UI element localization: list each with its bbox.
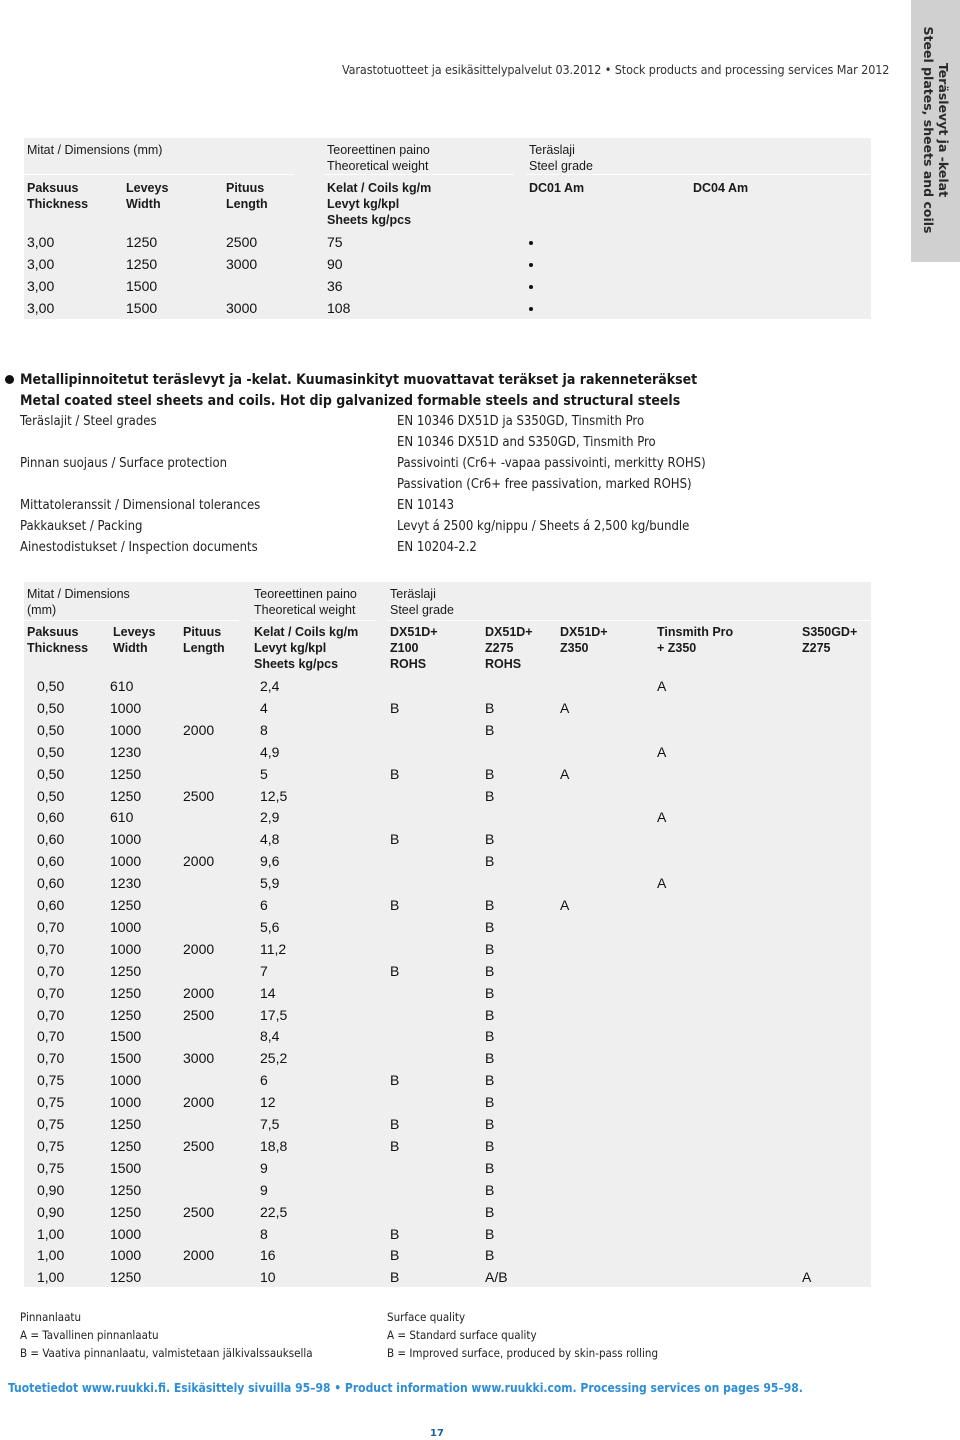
table2-cell-t: 0,70: [37, 940, 65, 957]
table2-cell-g1: B: [390, 962, 400, 979]
table2-cell-t: 0,60: [37, 853, 65, 870]
section-bullet-icon: [5, 375, 14, 384]
table2-col-thickness: Paksuus Thickness: [27, 625, 89, 655]
table2-cell-t: 0,75: [37, 1116, 65, 1132]
table2-cell-wt: 6: [260, 897, 268, 913]
table2-cell-wt: 14: [260, 984, 276, 1001]
table2-col-tinsmith: Tinsmith Pro + Z350: [657, 625, 734, 655]
note-en-title: Surface quality: [387, 1310, 466, 1324]
table2-cell-t: 0,90: [37, 1181, 65, 1198]
table2-cell-g2: B: [485, 765, 495, 782]
table2-cell-w: 1250: [110, 787, 142, 804]
note-en-b: B = Improved surface, produced by skin-pass rolling: [387, 1346, 659, 1360]
spec-label: Teräslajit / Steel grades: [20, 414, 157, 429]
spec-value: Passivation (Cr6+ free passivation, marked ROHS): [397, 477, 692, 492]
spec-label: Pinnan suojaus / Surface protection: [20, 456, 228, 471]
table2-cell-t: 0,60: [37, 897, 65, 913]
table2-cell-wt: 25,2: [260, 1050, 288, 1067]
table2-cell-g2: B: [485, 962, 495, 979]
spec-label: Mittatoleranssit / Dimensional tolerances: [20, 498, 261, 513]
table2-cell-w: 610: [110, 809, 134, 826]
table2-cell-w: 1000: [110, 1094, 142, 1111]
note-fi-a: A = Tavallinen pinnanlaatu: [20, 1328, 159, 1342]
table2-cell-g2: A/B: [485, 1269, 508, 1286]
table2-cell-wt: 9: [260, 1159, 268, 1176]
table1-cell-t: 3,00: [27, 278, 55, 294]
table2-cell-wt: 8: [260, 1225, 268, 1242]
table1-col-thickness: Paksuus Thickness: [27, 181, 89, 211]
table2-cell-g3: A: [560, 765, 570, 782]
table1-cell-t: 3,00: [27, 256, 55, 272]
table2-cell-wt: 2,9: [260, 809, 280, 826]
table2-cell-wt: 17,5: [260, 1006, 288, 1023]
note-fi-title: Pinnanlaatu: [20, 1310, 82, 1324]
table1-cell-l: 3000: [226, 256, 258, 272]
table2-divider: [251, 620, 376, 621]
side-tab-label: [921, 27, 951, 234]
table2-group-weight: Teoreettinen paino Theoretical weight: [254, 587, 357, 617]
table2-cell-wt: 18,8: [260, 1137, 288, 1154]
table2-cell-g1: B: [390, 699, 400, 716]
table2-cell-t: 1,00: [37, 1269, 65, 1286]
table1-cell-wt: 36: [327, 278, 343, 294]
table2-cell-g2: B: [485, 853, 495, 870]
table2-cell-t: 0,60: [37, 809, 65, 826]
table2-cell-t: 0,50: [37, 699, 65, 716]
table2-cell-g2: B: [485, 1028, 495, 1045]
table1-col-length: Pituus Length: [226, 181, 268, 211]
table1-group-grade: Teräslaji Steel grade: [529, 143, 593, 173]
footer-links[interactable]: Tuotetiedot www.ruukki.fi. Esikäsittely sivuilla 95–98 • Product information www.ruukki.com. Processing services on pages 95–98.: [8, 1381, 803, 1395]
table2-cell-w: 610: [110, 678, 134, 694]
table1-cell-t: 3,00: [27, 300, 55, 316]
table2-cell-w: 1500: [110, 1050, 142, 1067]
table2-cell-t: 0,70: [37, 962, 65, 979]
table2-cell-l: 2000: [183, 721, 215, 738]
table2-cell-g2: B: [485, 1225, 495, 1242]
table2-cell-g4: A: [657, 743, 667, 760]
table2-cell-g2: B: [485, 721, 495, 738]
table2-col-weight: Kelat / Coils kg/m Levyt kg/kpl Sheets kg/pcs: [254, 625, 359, 671]
table1-cell-t: 3,00: [27, 234, 55, 250]
table2-cell-t: 0,70: [37, 918, 65, 935]
table2-cell-t: 0,75: [37, 1137, 65, 1154]
table2-cell-wt: 9,6: [260, 853, 280, 870]
table2-cell-t: 0,75: [37, 1159, 65, 1176]
table2-cell-g2: B: [485, 831, 495, 848]
table2-cell-w: 1000: [110, 853, 142, 870]
table2-cell-t: 0,75: [37, 1094, 65, 1111]
table2-cell-g2: B: [485, 1094, 495, 1111]
table2-cell-l: 2500: [183, 787, 215, 804]
table2-cell-t: 0,90: [37, 1203, 65, 1220]
table2-cell-g4: A: [657, 875, 667, 892]
table2-col-dx51d-z100: DX51D+ Z100 ROHS: [390, 625, 438, 671]
side-tab-line2: Steel plates, sheets and coils: [921, 26, 936, 234]
table2-cell-wt: 10: [260, 1269, 276, 1286]
table2-group-grade: Teräslaji Steel grade: [390, 587, 454, 617]
table2-cell-w: 1000: [110, 1247, 142, 1264]
table2-cell-t: 0,50: [37, 787, 65, 804]
table2-cell-w: 1000: [110, 831, 142, 848]
table2-cell-g2: B: [485, 1159, 495, 1176]
bullet-icon: [529, 285, 533, 289]
table2-cell-wt: 8: [260, 721, 268, 738]
table2-cell-l: 2500: [183, 1006, 215, 1023]
bullet-icon: [529, 307, 533, 311]
table1-col-dc01: DC01 Am: [529, 181, 585, 195]
table2-cell-g2: B: [485, 984, 495, 1001]
table2-cell-g2: B: [485, 1072, 495, 1089]
table2-col-length: Pituus Length: [183, 625, 225, 655]
table2-cell-g2: B: [485, 1203, 495, 1220]
table2-cell-t: 0,50: [37, 678, 65, 694]
table2-cell-t: 1,00: [37, 1247, 65, 1264]
table2-cell-wt: 5,9: [260, 875, 280, 892]
table1-col-dc04: DC04 Am: [693, 181, 749, 195]
table2-divider: [387, 620, 871, 621]
table1-divider: [526, 174, 871, 175]
bullet-icon: [529, 263, 533, 267]
table2-cell-g1: B: [390, 1247, 400, 1264]
note-en-a: A = Standard surface quality: [387, 1328, 537, 1342]
table1-cell-wt: 90: [327, 256, 343, 272]
table2-cell-w: 1250: [110, 1006, 142, 1023]
table2-cell-g1: B: [390, 831, 400, 848]
table2-cell-wt: 5,6: [260, 918, 280, 935]
table2-divider: [24, 620, 239, 621]
table1-group-weight: Teoreettinen paino Theoretical weight: [327, 143, 430, 173]
table2-cell-t: 0,50: [37, 743, 65, 760]
table1-divider: [24, 174, 294, 175]
table2-cell-w: 1250: [110, 1181, 142, 1198]
table1-cell-wt: 108: [327, 300, 351, 316]
table2-col-width: Leveys Width: [113, 625, 156, 655]
table2-cell-g2: B: [485, 1050, 495, 1067]
table2-cell-t: 0,70: [37, 1028, 65, 1045]
table2-cell-g2: B: [485, 1247, 495, 1264]
table2-cell-w: 1500: [110, 1159, 142, 1176]
table2-cell-w: 1250: [110, 897, 142, 913]
table2-cell-w: 1250: [110, 1203, 142, 1220]
table-steel-plates: [24, 138, 871, 319]
page-header: Varastotuotteet ja esikäsittelypalvelut 03.2012 • Stock products and processing services Mar 2012: [342, 62, 890, 77]
table2-cell-t: 0,50: [37, 765, 65, 782]
table2-cell-t: 0,75: [37, 1072, 65, 1089]
table2-cell-w: 1000: [110, 1225, 142, 1242]
table2-cell-wt: 4,9: [260, 743, 280, 760]
table1-cell-w: 1250: [126, 234, 158, 250]
table2-cell-g1: B: [390, 1137, 400, 1154]
table2-cell-w: 1000: [110, 940, 142, 957]
table2-cell-w: 1000: [110, 721, 142, 738]
spec-value: Levyt á 2500 kg/nippu / Sheets á 2,500 kg/bundle: [397, 519, 690, 534]
table2-col-dx51d-z350: DX51D+ Z350: [560, 625, 608, 655]
table1-cell-wt: 75: [327, 234, 343, 250]
table2-cell-g2: B: [485, 1181, 495, 1198]
side-tab-line1: Teräslevyt ja -kelat: [936, 62, 951, 198]
table2-cell-g1: B: [390, 1225, 400, 1242]
table1-col-weight: Kelat / Coils kg/m Levyt kg/kpl Sheets kg/pcs: [327, 181, 432, 227]
table2-cell-l: 2500: [183, 1137, 215, 1154]
table2-cell-g3: A: [560, 897, 570, 913]
table2-cell-t: 1,00: [37, 1225, 65, 1242]
table2-cell-g2: B: [485, 699, 495, 716]
table1-group-dimensions: Mitat / Dimensions (mm): [27, 143, 163, 157]
table2-cell-l: 2000: [183, 1094, 215, 1111]
table2-cell-l: 2500: [183, 1203, 215, 1220]
table2-cell-g4: A: [657, 678, 667, 694]
table2-cell-wt: 7,5: [260, 1116, 280, 1132]
spec-value: EN 10346 DX51D ja S350GD, Tinsmith Pro: [397, 414, 645, 429]
table2-cell-wt: 12: [260, 1094, 276, 1111]
table2-cell-wt: 4,8: [260, 831, 280, 848]
table2-cell-wt: 16: [260, 1247, 276, 1264]
table2-cell-wt: 9: [260, 1181, 268, 1198]
table2-cell-t: 0,70: [37, 1006, 65, 1023]
spec-value: EN 10143: [397, 498, 455, 513]
table2-cell-w: 1500: [110, 1028, 142, 1045]
table2-cell-wt: 8,4: [260, 1028, 280, 1045]
section-title-en: Metal coated steel sheets and coils. Hot dip galvanized formable steels and structural steels: [20, 393, 681, 409]
table2-cell-w: 1230: [110, 875, 142, 892]
table2-cell-g3: A: [560, 699, 570, 716]
table2-col-s350gd: S350GD+ Z275: [802, 625, 858, 655]
note-fi-b: B = Vaativa pinnanlaatu, valmistetaan jälkivalssauksella: [20, 1346, 313, 1360]
table2-cell-t: 0,70: [37, 1050, 65, 1067]
table2-cell-l: 2000: [183, 940, 215, 957]
table2-cell-t: 0,60: [37, 831, 65, 848]
table2-cell-w: 1250: [110, 1137, 142, 1154]
table2-cell-wt: 5: [260, 765, 268, 782]
table2-cell-w: 1250: [110, 984, 142, 1001]
table2-cell-w: 1000: [110, 699, 142, 716]
spec-label: Pakkaukset / Packing: [20, 519, 143, 534]
table2-cell-g4: A: [657, 809, 667, 826]
table2-cell-g2: B: [485, 1137, 495, 1154]
table1-cell-w: 1500: [126, 300, 158, 316]
table2-cell-g2: B: [485, 918, 495, 935]
table2-cell-g1: B: [390, 1116, 400, 1132]
table2-cell-l: 2000: [183, 984, 215, 1001]
table2-cell-wt: 7: [260, 962, 268, 979]
table2-cell-w: 1000: [110, 918, 142, 935]
spec-value: Passivointi (Cr6+ -vapaa passivointi, merkitty ROHS): [397, 456, 706, 471]
table1-cell-l: 2500: [226, 234, 258, 250]
page-number: 17: [430, 1428, 444, 1439]
table2-cell-g1: B: [390, 765, 400, 782]
table2-cell-t: 0,60: [37, 875, 65, 892]
table1-divider: [324, 174, 514, 175]
table2-group-dimensions: Mitat / Dimensions (mm): [27, 587, 130, 617]
table2-cell-wt: 4: [260, 699, 268, 716]
table2-cell-g2: B: [485, 1006, 495, 1023]
table2-cell-w: 1250: [110, 1269, 142, 1286]
table2-cell-g1: B: [390, 1269, 400, 1286]
table2-col-dx51d-z275: DX51D+ Z275 ROHS: [485, 625, 533, 671]
table2-cell-g1: B: [390, 1072, 400, 1089]
table2-cell-g2: B: [485, 787, 495, 804]
table2-cell-g2: B: [485, 897, 495, 913]
table2-cell-wt: 12,5: [260, 787, 288, 804]
table2-cell-g5: A: [802, 1269, 812, 1286]
table2-cell-w: 1230: [110, 743, 142, 760]
section-title-fi: Metallipinnoitetut teräslevyt ja -kelat. Kuumasinkityt muovattavat teräkset ja rakenneteräkset: [20, 372, 698, 388]
table1-cell-w: 1500: [126, 278, 158, 294]
table2-cell-t: 0,50: [37, 721, 65, 738]
table2-cell-l: 2000: [183, 1247, 215, 1264]
spec-value: EN 10204-2.2: [397, 540, 477, 555]
table2-cell-wt: 22,5: [260, 1203, 288, 1220]
table2-cell-g1: B: [390, 897, 400, 913]
table2-cell-g2: B: [485, 940, 495, 957]
table2-cell-w: 1250: [110, 765, 142, 782]
spec-label: Ainestodistukset / Inspection documents: [20, 540, 258, 555]
table2-cell-w: 1000: [110, 1072, 142, 1089]
table1-col-width: Leveys Width: [126, 181, 169, 211]
spec-value: EN 10346 DX51D and S350GD, Tinsmith Pro: [397, 435, 656, 450]
bullet-icon: [529, 241, 533, 245]
table1-cell-l: 3000: [226, 300, 258, 316]
table2-cell-g2: B: [485, 1116, 495, 1132]
table2-cell-t: 0,70: [37, 984, 65, 1001]
table2-cell-l: 3000: [183, 1050, 215, 1067]
table2-cell-wt: 6: [260, 1072, 268, 1089]
table2-cell-wt: 2,4: [260, 678, 280, 694]
table-metal-coated: [24, 582, 871, 1287]
table2-cell-w: 1250: [110, 1116, 142, 1132]
table1-cell-w: 1250: [126, 256, 158, 272]
table2-cell-l: 2000: [183, 853, 215, 870]
table2-cell-w: 1250: [110, 962, 142, 979]
table2-cell-wt: 11,2: [260, 940, 287, 957]
